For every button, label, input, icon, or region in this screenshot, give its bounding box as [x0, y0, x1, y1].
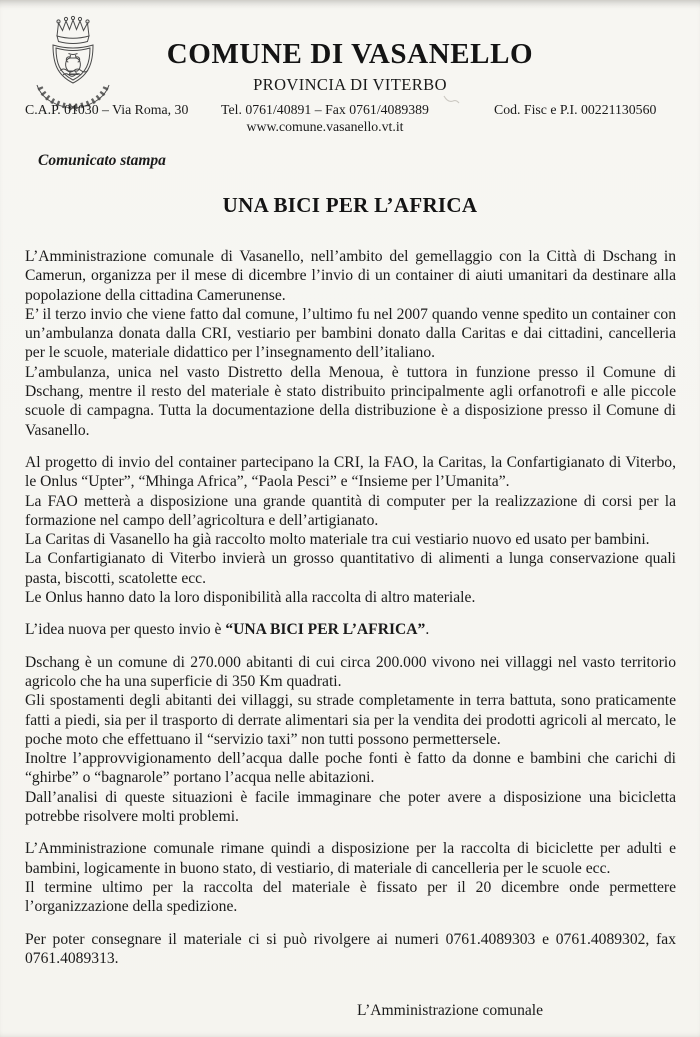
- body-paragraph: Per poter consegnare il materiale ci si può rivolgere ai numeri 0761.4089303 e 0761.4089302, fax 0761.4089313.: [25, 930, 676, 967]
- idea-text: L’idea nuova per questo invio è: [25, 621, 226, 639]
- paragraph-block-contatti: [25, 930, 676, 969]
- website-url: www.comune.vasanello.vt.it: [246, 119, 404, 134]
- body-paragraph: Il termine ultimo per la raccolta del materiale è fissato per il 20 dicembre onde permettere l’organizzazione della spedizione.: [25, 878, 676, 916]
- body-paragraph: La Caritas di Vasanello ha già raccolto molto materiale tra cui vestiario nuovo ed usato per bambini.: [25, 531, 650, 549]
- body-paragraph: Le Onlus hanno dato la loro disponibilità alla raccolta di altro materiale.: [25, 589, 476, 607]
- body-paragraph: Dall’analisi di queste situazioni è facile immaginare che poter avere a disposizione una bicicletta potrebbe risolvere molti problemi.: [25, 788, 676, 826]
- body-paragraph: Al progetto di invio del container partecipano la CRI, la FAO, la Caritas, la Confartigianato di Viterbo, le Onlus “Upter”, “Mhinga Africa”, “Paola Pesci” e “Insieme per l’Umanita”.: [25, 453, 676, 491]
- paragraph-block-raccolta: [25, 839, 676, 916]
- paragraph-block-intro: [25, 247, 676, 440]
- idea-period: .: [425, 621, 430, 639]
- document-kind-label: Comunicato stampa: [38, 152, 166, 169]
- idea-slogan: “UNA BICI PER L’AFRICA”: [225, 621, 426, 639]
- body-paragraph: L’Amministrazione comunale di Vasanello, nell’ambito del gemellaggio con la Città di Dschang in Camerun, organizza per il mese di dicembre l’invio di un container di aiuti umanitari da destinare alla popolazione della cittadina Camerunense.: [25, 248, 676, 304]
- body-paragraph: L’ambulanza, unica nel vasto Distretto della Menoua, è tuttora in funzione presso il Comune di Dschang, mentre il resto del materiale è stato distribuito principalmente agli orfanotrofi e alle piccole scuole di campagna. Tutta la documentazione della distribuzione è a disposizione presso il Comune di Vasanello.: [25, 363, 676, 439]
- body-paragraph: Dschang è un comune di 270.000 abitanti di cui circa 200.000 vivono nei villaggi nel vasto territorio agricolo che ha una superficie di 350 Km quadrati.: [25, 653, 676, 690]
- body-paragraph: [25, 620, 676, 639]
- province-name: PROVINCIA DI VITERBO: [253, 75, 447, 94]
- phone-fax-line: Tel. 0761/40891 – Fax 0761/4089389: [221, 102, 429, 117]
- paragraph-block-partners: [25, 453, 676, 607]
- body-paragraph: Inoltre l’approvvigionamento dell’acqua dalle poche fonti è fatto da donne e bambini che carichi di “ghirbe” o “bagnarole” portano l’acqua nelle abitazioni.: [25, 750, 676, 787]
- fiscal-code-line: Cod. Fisc e P.I. 00221130560: [494, 102, 657, 117]
- body-paragraph: E’ il terzo invio che viene fatto dal comune, l’ultimo fu nel 2007 quando venne spedito un container con un’ambulanza donata dalla CRI, vestiario per bambini donato dalla Caritas e dai cittadini, cancelleria per le scuole, materiale didattico per l’insegnamento dell’italiano.: [25, 305, 676, 362]
- body-paragraph: L’Amministrazione comunale rimane quindi a disposizione per la raccolta di biciclette per adulti e bambini, logicamente in buono stato, di vestiario, di materiale di cancelleria per le scuole ecc.: [25, 840, 676, 877]
- document-body: [25, 247, 676, 981]
- address-line: C.A.P. 01030 – Via Roma, 30: [25, 102, 189, 117]
- signature: L’Amministrazione comunale: [357, 1002, 544, 1019]
- paragraph-block-dschang: [25, 653, 676, 827]
- body-paragraph: La Confartigianato di Viterbo invierà un grosso quantitativo di alimenti a lunga conservazione quali pasta, biscotti, scatolette ecc.: [25, 550, 676, 587]
- body-paragraph: Gli spostamenti degli abitanti dei villaggi, su strade completamente in terra battuta, sono praticamente fatti a piedi, sia per il trasporto di derrate alimentari sia per la vendita dei prodotti agricoli al mercato, le poche moto che effettuano il “servizio taxi” non tutti possono permettersele.: [25, 692, 676, 748]
- body-paragraph: La FAO metterà a disposizione una grande quantità di computer per la realizzazione di corsi per la formazione nel campo dell’agricoltura e dell’artigianato.: [25, 492, 676, 529]
- municipality-name: COMUNE DI VASANELLO: [166, 38, 534, 70]
- document-title: UNA BICI PER L’AFRICA: [222, 193, 478, 217]
- paragraph-block-idea: [25, 620, 676, 639]
